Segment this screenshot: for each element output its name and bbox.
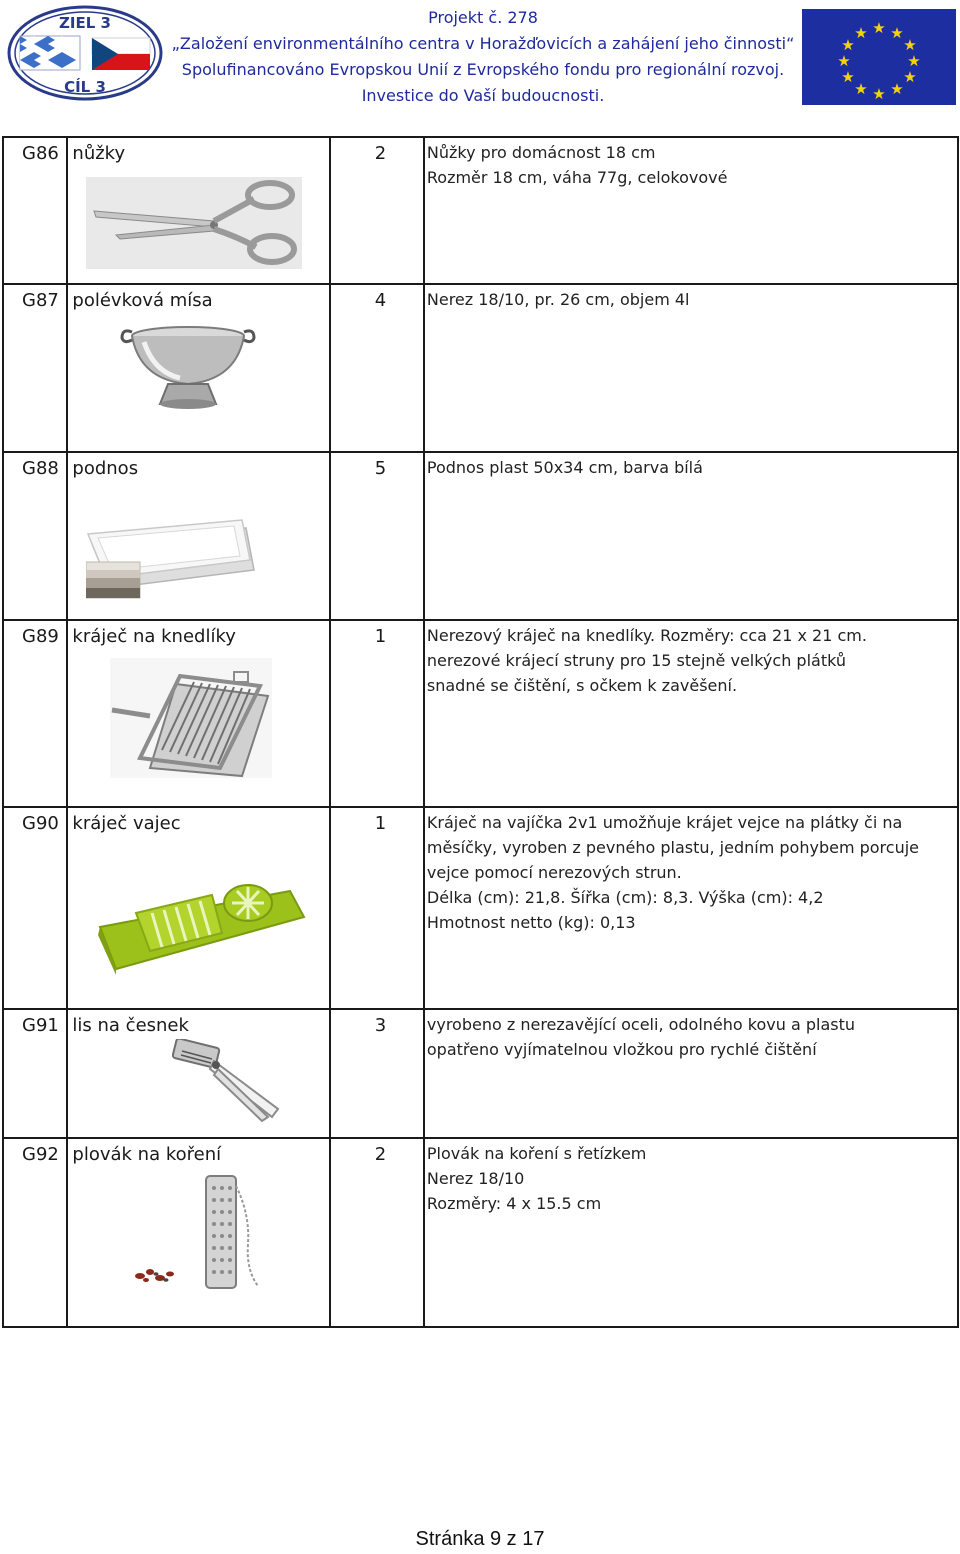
svg-text:★: ★ [872, 85, 886, 103]
logo-top-text: ZIEL 3 [59, 14, 111, 32]
item-name: lis na česnek [72, 1015, 189, 1036]
svg-text:★: ★ [854, 24, 868, 42]
item-quantity: 2 [374, 1144, 387, 1165]
items-table [2, 136, 959, 1328]
item-quantity: 4 [374, 290, 387, 311]
item-description: Nůžky pro domácnost 18 cm Rozměr 18 cm, váha 77g, celokovové [426, 143, 728, 187]
item-name: nůžky [72, 143, 126, 164]
item-name: polévková mísa [72, 290, 213, 311]
page-number: Stránka 9 z 17 [415, 1528, 545, 1550]
table-row [3, 284, 958, 452]
svg-text:★: ★ [872, 19, 886, 37]
item-code: G92 [22, 1144, 59, 1165]
item-name: kráječ na knedlíky [72, 626, 236, 647]
table-row [3, 620, 958, 807]
item-quantity: 2 [374, 143, 387, 164]
eu-flag-icon [802, 9, 956, 105]
garlic-press-icon [172, 1039, 290, 1123]
spice-infuser-icon [130, 1174, 268, 1292]
item-quantity: 1 [374, 626, 387, 647]
investment-slogan: Investice do Vaší budoucnosti. [361, 86, 605, 105]
item-quantity: 5 [374, 458, 387, 479]
table-row [3, 1009, 958, 1138]
table-row [3, 452, 958, 620]
project-header-text [166, 5, 800, 109]
item-description: Podnos plast 50x34 cm, barva bílá [426, 458, 703, 477]
logo-bottom-text: CÍL 3 [64, 78, 106, 96]
item-name: podnos [72, 458, 139, 479]
project-title: „Založení environmentálního centra v Horažďovicích a zahájení jeho činnosti“ [171, 34, 795, 53]
item-name: plovák na koření [72, 1144, 222, 1165]
svg-text:★: ★ [890, 24, 904, 42]
svg-text:★: ★ [890, 80, 904, 98]
svg-text:★: ★ [841, 68, 855, 86]
tray-icon [86, 504, 258, 602]
bowl-icon [120, 322, 256, 412]
svg-text:★: ★ [903, 36, 917, 54]
table-row [3, 1138, 958, 1327]
scissors-icon [86, 177, 302, 269]
item-code: G91 [22, 1015, 59, 1036]
project-number: Projekt č. 278 [428, 8, 538, 27]
item-name: kráječ vajec [72, 813, 181, 834]
item-quantity: 3 [374, 1015, 387, 1036]
svg-text:★: ★ [841, 36, 855, 54]
table-row [3, 137, 958, 284]
item-code: G87 [22, 290, 59, 311]
item-description: Plovák na koření s řetízkem Nerez 18/10 Rozměry: 4 x 15.5 cm [426, 1144, 647, 1213]
svg-text:★: ★ [907, 52, 921, 70]
cofinancing-note: Spolufinancováno Evropskou Unií z Evropského fondu pro regionální rozvoj. [181, 60, 785, 79]
egg-slicer-icon [96, 865, 306, 977]
item-quantity: 1 [374, 813, 387, 834]
dumpling-slicer-icon [110, 658, 272, 778]
table-row [3, 807, 958, 1009]
svg-text:★: ★ [837, 52, 851, 70]
ziel3-logo-icon [6, 4, 164, 102]
item-code: G90 [22, 813, 59, 834]
item-code: G89 [22, 626, 59, 647]
svg-text:★: ★ [854, 80, 868, 98]
item-description: Nerezový kráječ na knedlíky. Rozměry: cca 21 x 21 cm. nerezové krájecí struny pro 15 stejně velkých plátků snadné se čištění, s očkem k zavěšení. [426, 626, 867, 695]
item-code: G86 [22, 143, 59, 164]
item-description: vyrobeno z nerezavějící oceli, odolného kovu a plastu opatřeno vyjímatelnou vložkou pro rychlé čištění [426, 1015, 856, 1059]
item-description: Kráječ na vajíčka 2v1 umožňuje krájet vejce na plátky či na měsíčky, vyroben z pevného plastu, jedním pohybem porcuje vejce pomocí nerezových strun. Délka (cm): 21,8. Šířka (cm): 8,3. Výška (cm): 4,2 Hmotnost netto (kg): 0,13 [426, 813, 920, 932]
item-description: Nerez 18/10, pr. 26 cm, objem 4l [426, 290, 690, 309]
page-header [0, 0, 960, 112]
svg-text:★: ★ [903, 68, 917, 86]
item-code: G88 [22, 458, 59, 479]
